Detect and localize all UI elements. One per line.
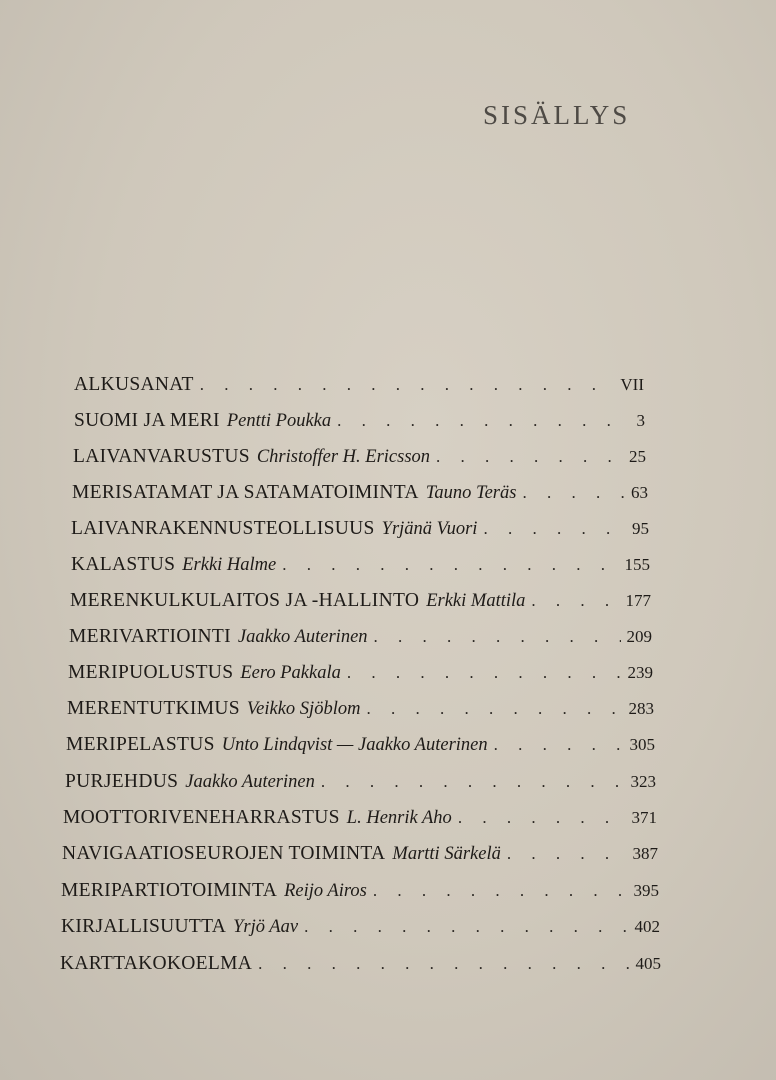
entry-author: Jaakko Auterinen xyxy=(185,772,315,792)
dot-leader xyxy=(258,954,629,974)
entry-heading: MERIPUOLUSTUS xyxy=(68,662,234,683)
page-title: SISÄLLYS xyxy=(483,100,631,130)
toc-entry xyxy=(65,771,656,793)
dot-leader xyxy=(483,519,626,539)
entry-page: 387 xyxy=(632,844,658,863)
entry-page: 155 xyxy=(624,555,650,574)
entry-heading: KIRJALLISUUTTA xyxy=(61,916,227,937)
dot-leader xyxy=(436,447,623,467)
entry-heading: KALASTUS xyxy=(71,554,176,575)
entry-page: 63 xyxy=(631,483,648,502)
entry-page: 402 xyxy=(634,917,660,936)
dot-leader xyxy=(458,808,626,828)
dot-leader xyxy=(531,591,619,611)
entry-page: 395 xyxy=(633,881,659,900)
entry-author: Christoffer H. Ericsson xyxy=(256,447,431,467)
entry-heading: MOOTTORIVENEHARRASTUS xyxy=(63,807,340,828)
entry-heading: PURJEHDUS xyxy=(65,771,179,792)
entry-page: 305 xyxy=(629,735,655,754)
dot-leader xyxy=(494,735,624,755)
entry-page: 25 xyxy=(629,447,646,466)
dot-leader xyxy=(304,917,628,937)
entry-page: VII xyxy=(620,375,644,394)
entry-page: 177 xyxy=(625,591,651,610)
entry-heading: LAIVANVARUSTUS xyxy=(73,446,250,467)
dot-leader xyxy=(366,699,622,719)
toc-entry xyxy=(63,807,657,829)
toc-entry xyxy=(66,734,655,756)
entry-author: Martti Särkelä xyxy=(392,844,501,864)
toc-entry xyxy=(62,843,658,865)
toc-entry xyxy=(61,880,659,902)
dot-leader xyxy=(373,881,628,901)
entry-heading: MERENTUTKIMUS xyxy=(67,698,240,719)
toc-entry xyxy=(74,374,644,396)
toc-entry xyxy=(71,554,650,576)
toc-entry xyxy=(67,698,654,720)
entry-page: 209 xyxy=(626,627,652,646)
entry-heading: MERENKULKULAITOS JA -HALLINTO xyxy=(70,590,420,611)
dot-leader xyxy=(337,411,630,431)
entry-author: L. Henrik Aho xyxy=(346,808,452,828)
entry-page: 283 xyxy=(628,699,654,718)
dot-leader xyxy=(522,483,625,503)
toc-entry xyxy=(68,662,653,684)
entry-heading: MERIPARTIOTOIMINTA xyxy=(61,880,278,901)
entry-heading: ALKUSANAT xyxy=(74,374,194,395)
entry-author: Veikko Sjöblom xyxy=(246,699,361,719)
entry-author: Tauno Teräs xyxy=(425,483,517,503)
entry-author: Pentti Poukka xyxy=(226,411,332,431)
entry-author: Eero Pakkala xyxy=(240,663,341,683)
toc-entry xyxy=(74,410,645,432)
dot-leader xyxy=(347,663,622,683)
toc-entry xyxy=(61,916,660,938)
toc-entry xyxy=(70,590,651,612)
toc-entry xyxy=(71,518,649,540)
entry-page: 3 xyxy=(636,411,645,430)
entry-page: 323 xyxy=(630,772,656,791)
dot-leader xyxy=(507,844,627,864)
entry-author: Jaakko Auterinen xyxy=(237,627,368,647)
entry-heading: KARTTAKOKOELMA xyxy=(60,953,253,974)
toc-entry xyxy=(60,953,661,975)
entry-heading: MERISATAMAT JA SATAMATOIMINTA xyxy=(72,482,419,503)
entry-page: 371 xyxy=(631,808,657,827)
entry-author: Yrjö Aav xyxy=(233,917,299,937)
entry-author: Reijo Airos xyxy=(284,881,367,901)
toc-entry xyxy=(69,626,652,648)
dot-leader xyxy=(200,375,615,395)
toc-entry xyxy=(72,482,648,504)
entry-heading: MERIVARTIOINTI xyxy=(69,626,231,647)
dot-leader xyxy=(282,555,618,575)
entry-page: 95 xyxy=(632,519,649,538)
toc-entry xyxy=(73,446,646,468)
entry-author: Erkki Mattila xyxy=(426,591,526,611)
entry-page: 405 xyxy=(635,954,661,973)
dot-leader xyxy=(374,627,621,647)
dot-leader xyxy=(321,772,625,792)
entry-author: Yrjänä Vuori xyxy=(381,519,478,539)
entry-heading: MERIPELASTUS xyxy=(66,734,215,755)
entry-author: Unto Lindqvist — Jaakko Auterinen xyxy=(221,735,488,755)
entry-heading: LAIVANRAKENNUSTEOLLISUUS xyxy=(71,518,375,539)
entry-author: Erkki Halme xyxy=(182,555,277,575)
entry-heading: NAVIGAATIOSEUROJEN TOIMINTA xyxy=(62,843,386,864)
entry-heading: SUOMI JA MERI xyxy=(74,410,220,431)
entry-page: 239 xyxy=(627,663,653,682)
